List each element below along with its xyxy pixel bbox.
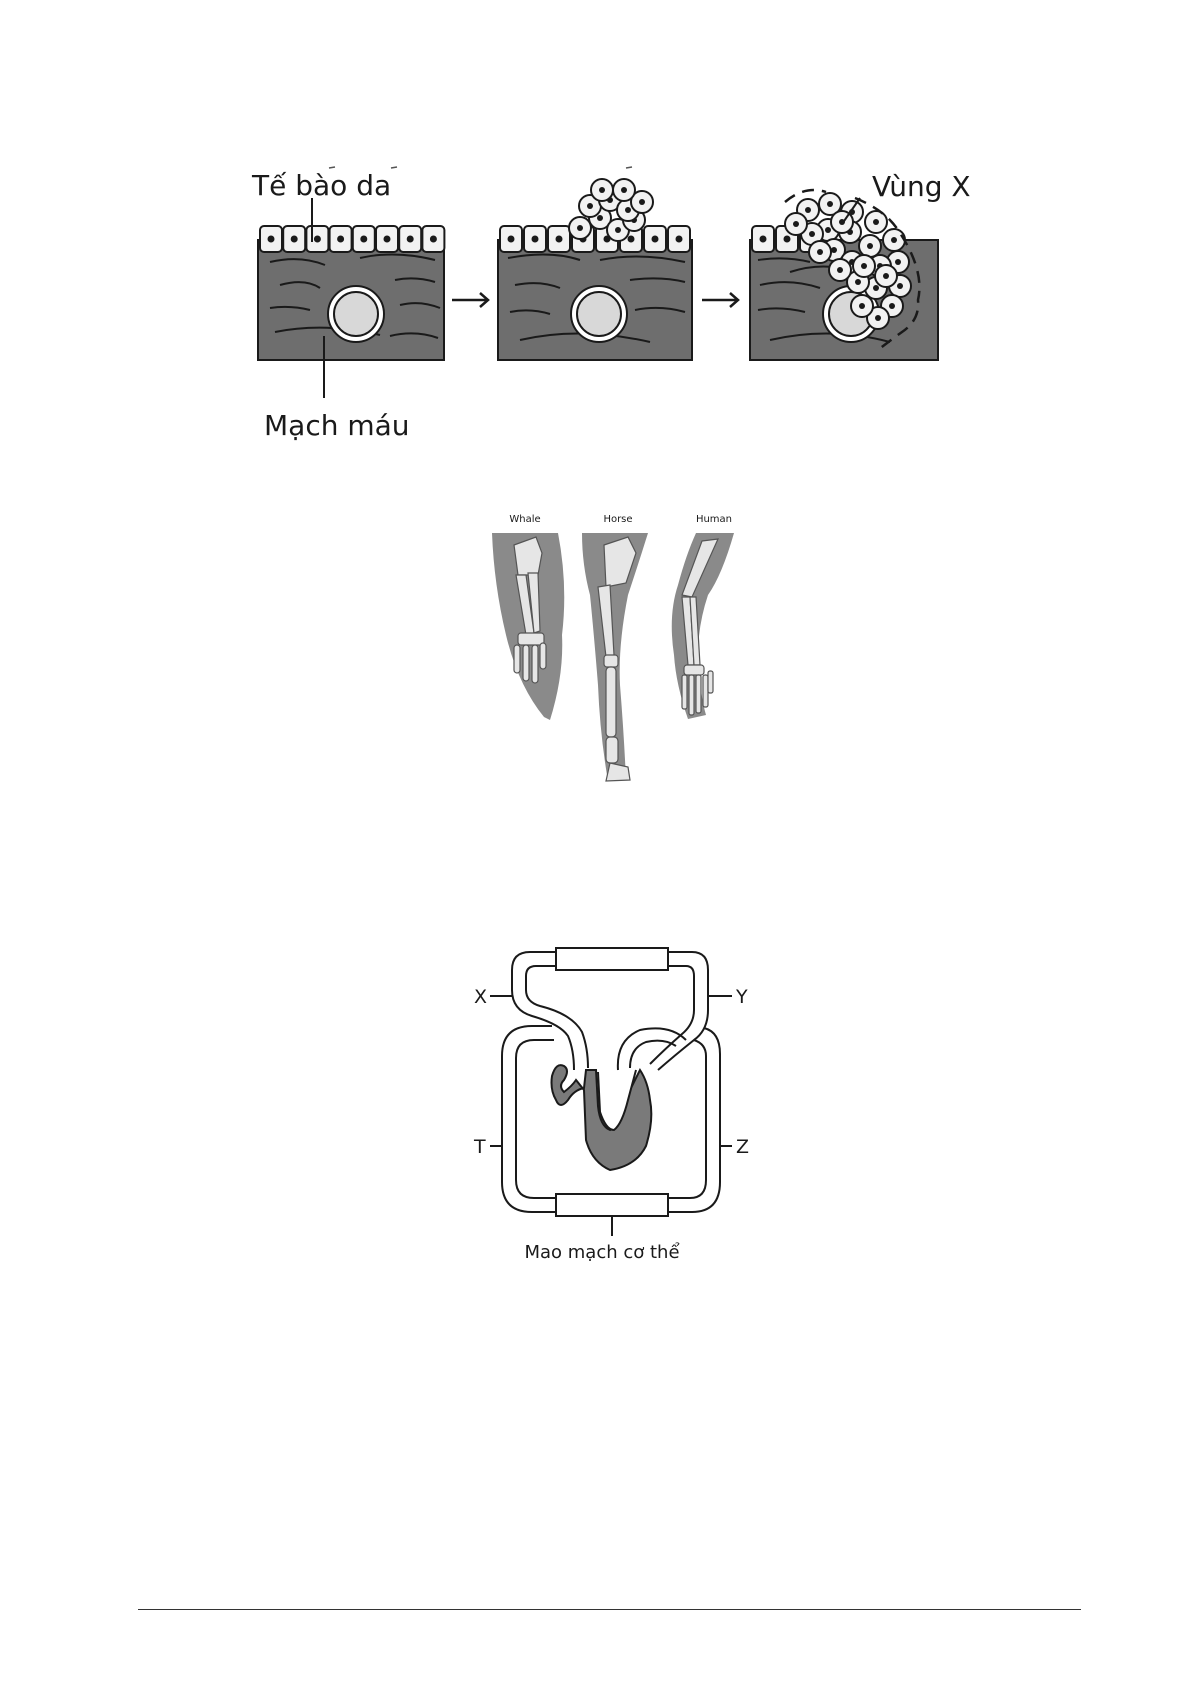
label-body-capillaries: Mao mạch cơ thể	[524, 1242, 680, 1263]
cell-nucleus	[337, 236, 344, 243]
cell-nucleus	[621, 187, 627, 193]
label-region-x: Vùng X	[872, 170, 971, 203]
limb-homology-diagram	[478, 505, 758, 790]
horse-limb	[582, 533, 648, 781]
label-z: Z	[736, 1136, 750, 1158]
cell-nucleus	[861, 263, 867, 269]
cell-nucleus	[809, 231, 815, 237]
cell-nucleus	[599, 187, 605, 193]
cell-nucleus	[875, 315, 881, 321]
cell-nucleus	[855, 279, 861, 285]
cell-nucleus	[268, 236, 275, 243]
cell-nucleus	[873, 285, 879, 291]
panel-early	[498, 240, 692, 360]
panel-normal	[258, 240, 444, 360]
cell-nucleus	[895, 259, 901, 265]
cell-nucleus	[873, 219, 879, 225]
cell-nucleus	[556, 236, 563, 243]
cell-nucleus	[360, 236, 367, 243]
label-x: X	[474, 986, 488, 1008]
cell-nucleus	[625, 207, 631, 213]
cell-nucleus	[891, 237, 897, 243]
arrow-2	[702, 293, 738, 307]
cell-nucleus	[825, 227, 831, 233]
cell-nucleus	[784, 236, 791, 243]
human-limb	[672, 533, 734, 719]
arrow-1	[452, 293, 488, 307]
cell-nucleus	[817, 249, 823, 255]
cell-nucleus	[760, 236, 767, 243]
cell-nucleus	[897, 283, 903, 289]
cell-nucleus	[889, 303, 895, 309]
cell-nucleus	[628, 236, 635, 243]
label-t: T	[474, 1136, 486, 1158]
label-blood-vessel: Mạch máu	[264, 409, 410, 442]
label-skin-cells: Tế bào da	[252, 169, 392, 202]
cell-nucleus	[805, 207, 811, 213]
cell-nucleus	[532, 236, 539, 243]
cell-nucleus	[793, 221, 799, 227]
label-y: Y	[736, 986, 748, 1008]
cell-nucleus	[508, 236, 515, 243]
lung-capillaries	[556, 948, 668, 970]
cell-nucleus	[407, 236, 414, 243]
cell-nucleus	[639, 199, 645, 205]
tumor-progression-diagram	[230, 150, 990, 455]
whale-limb	[492, 533, 564, 720]
cell-nucleus	[867, 243, 873, 249]
cell-nucleus	[577, 225, 583, 231]
cell-nucleus	[837, 267, 843, 273]
label-human: Human	[695, 514, 733, 525]
cell-nucleus	[615, 227, 621, 233]
blood-vessel	[328, 286, 384, 342]
cell-nucleus	[314, 236, 321, 243]
cell-nucleus	[883, 273, 889, 279]
circulation-diagram	[460, 940, 760, 1265]
cell-nucleus	[827, 201, 833, 207]
cell-nucleus	[597, 215, 603, 221]
cell-nucleus	[652, 236, 659, 243]
footer-divider	[138, 1609, 1081, 1610]
cell-nucleus	[291, 236, 298, 243]
label-horse: Horse	[603, 514, 633, 525]
cell-nucleus	[587, 203, 593, 209]
body-capillaries	[556, 1194, 668, 1216]
cell-nucleus	[676, 236, 683, 243]
cell-nucleus	[384, 236, 391, 243]
cell-nucleus	[430, 236, 437, 243]
cell-nucleus	[859, 303, 865, 309]
label-whale: Whale	[509, 514, 541, 525]
